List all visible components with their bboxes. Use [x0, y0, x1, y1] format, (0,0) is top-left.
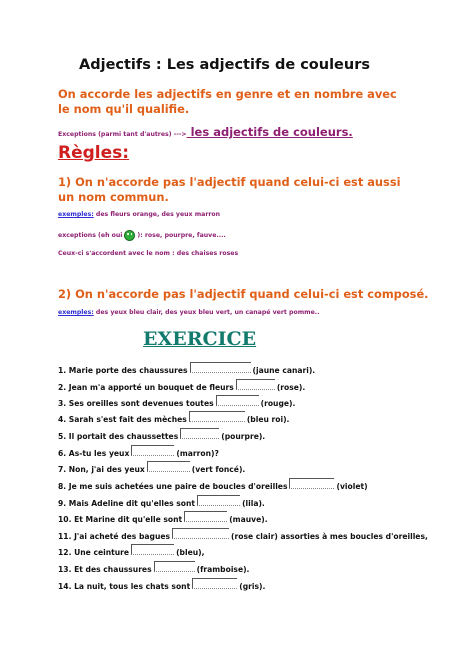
rule-1-text: 1) On n'accorde pas l'adjectif quand celui-ci est aussi un nom commun.: [58, 175, 401, 204]
exercise-hint: (marron)?: [176, 449, 219, 458]
exercise-hint: (gris).: [239, 582, 266, 591]
answer-blank[interactable]: [180, 428, 219, 439]
exceptions-list: ): rose, pourpre, fauve....: [137, 232, 226, 239]
exercise-item: [58, 580, 265, 591]
regles-heading: Règles:: [58, 143, 130, 163]
answer-blank[interactable]: [189, 411, 245, 422]
exceptions-prefix: Exceptions (parmi tant d'autres) --->: [58, 131, 187, 138]
exercise-hint: (bleu),: [176, 548, 205, 557]
exercise-prompt: 3. Ses oreilles sont devenues toutes: [58, 399, 214, 408]
exercise-prompt: 2. Jean m'a apporté un bouquet de fleurs: [58, 383, 234, 392]
answer-blank[interactable]: [190, 362, 251, 373]
exercise-hint: (jaune canari).: [252, 366, 316, 375]
examples-label: exemples:: [58, 211, 94, 218]
rule-1-examples: [58, 211, 220, 218]
answer-blank[interactable]: [147, 461, 190, 472]
answer-blank[interactable]: [131, 544, 174, 555]
exercise-prompt: 11. J'ai acheté des bagues: [58, 532, 171, 541]
answer-blank[interactable]: [216, 395, 259, 406]
smiley-icon: [124, 230, 135, 241]
intro-text: On accorde les adjectifs en genre et en nombre avec le nom qu'il qualifie.: [58, 87, 397, 116]
exercise-prompt: 1. Marie porte des chaussures: [58, 366, 188, 375]
answer-blank[interactable]: [131, 445, 174, 456]
exercise-hint: (bleu roi).: [246, 415, 290, 424]
rule-1-agreement-note: Ceux-ci s'accordent avec le nom : des chaises roses: [58, 250, 239, 257]
exercise-item: [58, 447, 219, 458]
exercise-prompt: 10. Et Marine dit qu'elle sont: [58, 515, 183, 524]
exercise-item: [58, 430, 265, 441]
page-title: Adjectifs : Les adjectifs de couleurs: [79, 57, 370, 73]
exercise-hint: (rose clair) assorties à mes boucles d'oreilles,: [231, 532, 428, 541]
exercise-item: [58, 497, 265, 508]
exercise-hint: (vert foncé).: [191, 465, 246, 474]
exercise-item: [58, 513, 268, 524]
exercise-item: [58, 546, 204, 557]
examples-text: des yeux bleu clair, des yeux bleu vert, un canapé vert pomme..: [93, 309, 320, 316]
exercise-prompt: 6. As-tu les yeux: [58, 449, 130, 458]
exercise-prompt: 9. Mais Adeline dit qu'elles sont: [58, 499, 196, 508]
exercise-hint: (rose).: [276, 383, 306, 392]
exercise-item: [58, 364, 315, 375]
answer-blank[interactable]: [184, 511, 227, 522]
exercise-prompt: 12. Une ceinture: [58, 548, 130, 557]
exceptions-line: [58, 121, 353, 140]
answer-blank[interactable]: [192, 578, 237, 589]
exercise-item: [58, 413, 289, 424]
exercise-hint: (framboise).: [196, 565, 250, 574]
exercise-item: [58, 530, 428, 541]
rule-1-exceptions: [58, 230, 226, 241]
answer-blank[interactable]: [154, 561, 195, 572]
exercise-hint: (lila).: [242, 499, 265, 508]
exercise-hint: (violet): [336, 482, 368, 491]
answer-blank[interactable]: [197, 495, 240, 506]
exercise-prompt: 8. Je me suis achetées une paire de boucles d'oreilles: [58, 482, 288, 491]
exercise-item: [58, 463, 245, 474]
exercise-hint: (pourpre).: [221, 432, 266, 441]
exceptions-label: exceptions (eh oui: [58, 232, 123, 239]
examples-label: exemples:: [58, 309, 94, 316]
exercise-item: [58, 480, 368, 491]
rule-2-examples: [58, 309, 320, 316]
rule-2-text: 2) On n'accorde pas l'adjectif quand celui-ci est composé.: [58, 287, 429, 301]
exercise-prompt: 7. Non, j'ai des yeux: [58, 465, 145, 474]
exercise-hint: (rouge).: [260, 399, 296, 408]
exercise-item: [58, 397, 295, 408]
examples-text: des fleurs orange, des yeux marron: [93, 211, 221, 218]
exercise-prompt: 13. Et des chaussures: [58, 565, 152, 574]
answer-blank[interactable]: [236, 379, 275, 390]
exercise-prompt: 14. La nuit, tous les chats sont: [58, 582, 191, 591]
answer-blank[interactable]: [289, 478, 334, 489]
exercise-prompt: 4. Sarah s'est fait des mèches: [58, 415, 187, 424]
answer-blank[interactable]: [172, 528, 229, 539]
exercice-heading: EXERCICE: [143, 328, 257, 350]
exercise-item: [58, 381, 305, 392]
exercise-hint: (mauve).: [229, 515, 268, 524]
exercise-prompt: 5. Il portait des chaussettes: [58, 432, 179, 441]
exercise-item: [58, 563, 249, 574]
exceptions-highlight: les adjectifs de couleurs.: [186, 125, 353, 139]
